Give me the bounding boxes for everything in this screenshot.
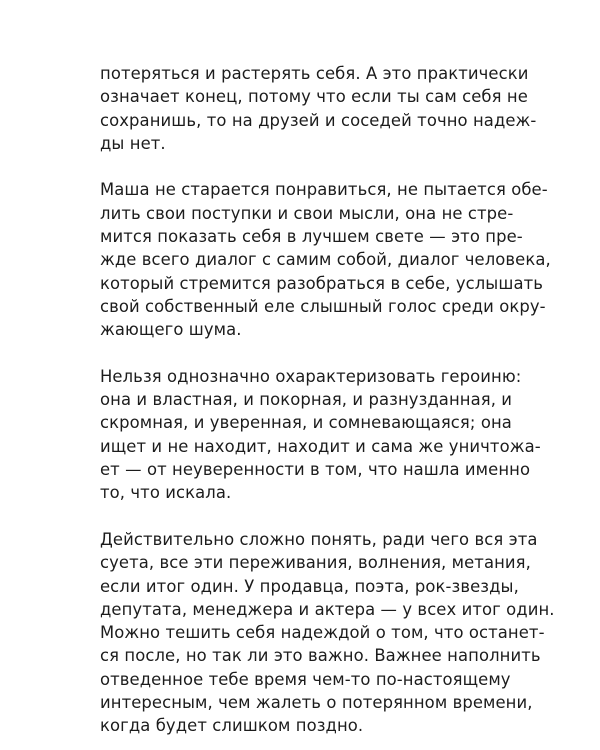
- text-line: мится показать себя в лучшем свете — это пре-: [100, 227, 523, 247]
- paragraph-3: [100, 365, 541, 505]
- text-line: означает конец, потому что если ты сам себя не: [100, 87, 528, 107]
- paragraph-1: [100, 62, 537, 155]
- text-line: который стремится разобраться в себе, услышать: [100, 273, 544, 293]
- text-line: Нельзя однозначно охарактеризовать героиню:: [100, 366, 522, 386]
- paragraph-2: [100, 178, 551, 341]
- paragraph-spacer: [100, 342, 502, 365]
- text-line: потеряться и растерять себя. А это практически: [100, 64, 529, 83]
- text-line: Можно тешить себя надеждой о том, что останет-: [100, 623, 545, 643]
- text-line: жающего шума.: [100, 320, 242, 340]
- text-line: свой собственный еле слышный голос среди окру-: [100, 296, 546, 316]
- text-line: когда будет слишком поздно.: [100, 716, 364, 736]
- text-line: ищет и не находит, находит и сама же уничтожа-: [100, 436, 541, 456]
- text-line: если итог один. У продавца, поэта, рок-звезды,: [100, 576, 519, 596]
- text-line: то, что искала.: [100, 483, 232, 503]
- text-line: скромная, и уверенная, и сомневающаяся; она: [100, 413, 512, 433]
- paragraph-4: [100, 528, 555, 738]
- text-line: суета, все эти переживания, волнения, метания,: [100, 553, 531, 573]
- paragraph-spacer: [100, 155, 502, 178]
- text-line: она и властная, и покорная, и разнузданная, и: [100, 390, 513, 410]
- text-line: лить свои поступки и свои мысли, она не стре-: [100, 203, 514, 223]
- text-line: ет — от неуверенности в том, что нашла именно: [100, 460, 531, 480]
- text-line: ся после, но так ли это важно. Важнее наполнить: [100, 646, 541, 666]
- text-line: ды нет.: [100, 133, 166, 153]
- text-line: отведенное тебе время чем-то по-настоящему: [100, 669, 511, 689]
- text-line: сохранишь, то на друзей и соседей точно надеж-: [100, 110, 537, 130]
- text-line: депутата, менеджера и актера — у всех итог один.: [100, 599, 555, 619]
- text-line: Действительно сложно понять, ради чего вся эта: [100, 529, 538, 549]
- text-line: Маша не старается понравиться, не пытается обе-: [100, 180, 548, 200]
- text-line: интересным, чем жалеть о потерянном времени,: [100, 693, 533, 713]
- paragraph-spacer: [100, 505, 502, 528]
- text-line: жде всего диалог с самим собой, диалог человека,: [100, 250, 551, 270]
- page-body: [100, 62, 555, 738]
